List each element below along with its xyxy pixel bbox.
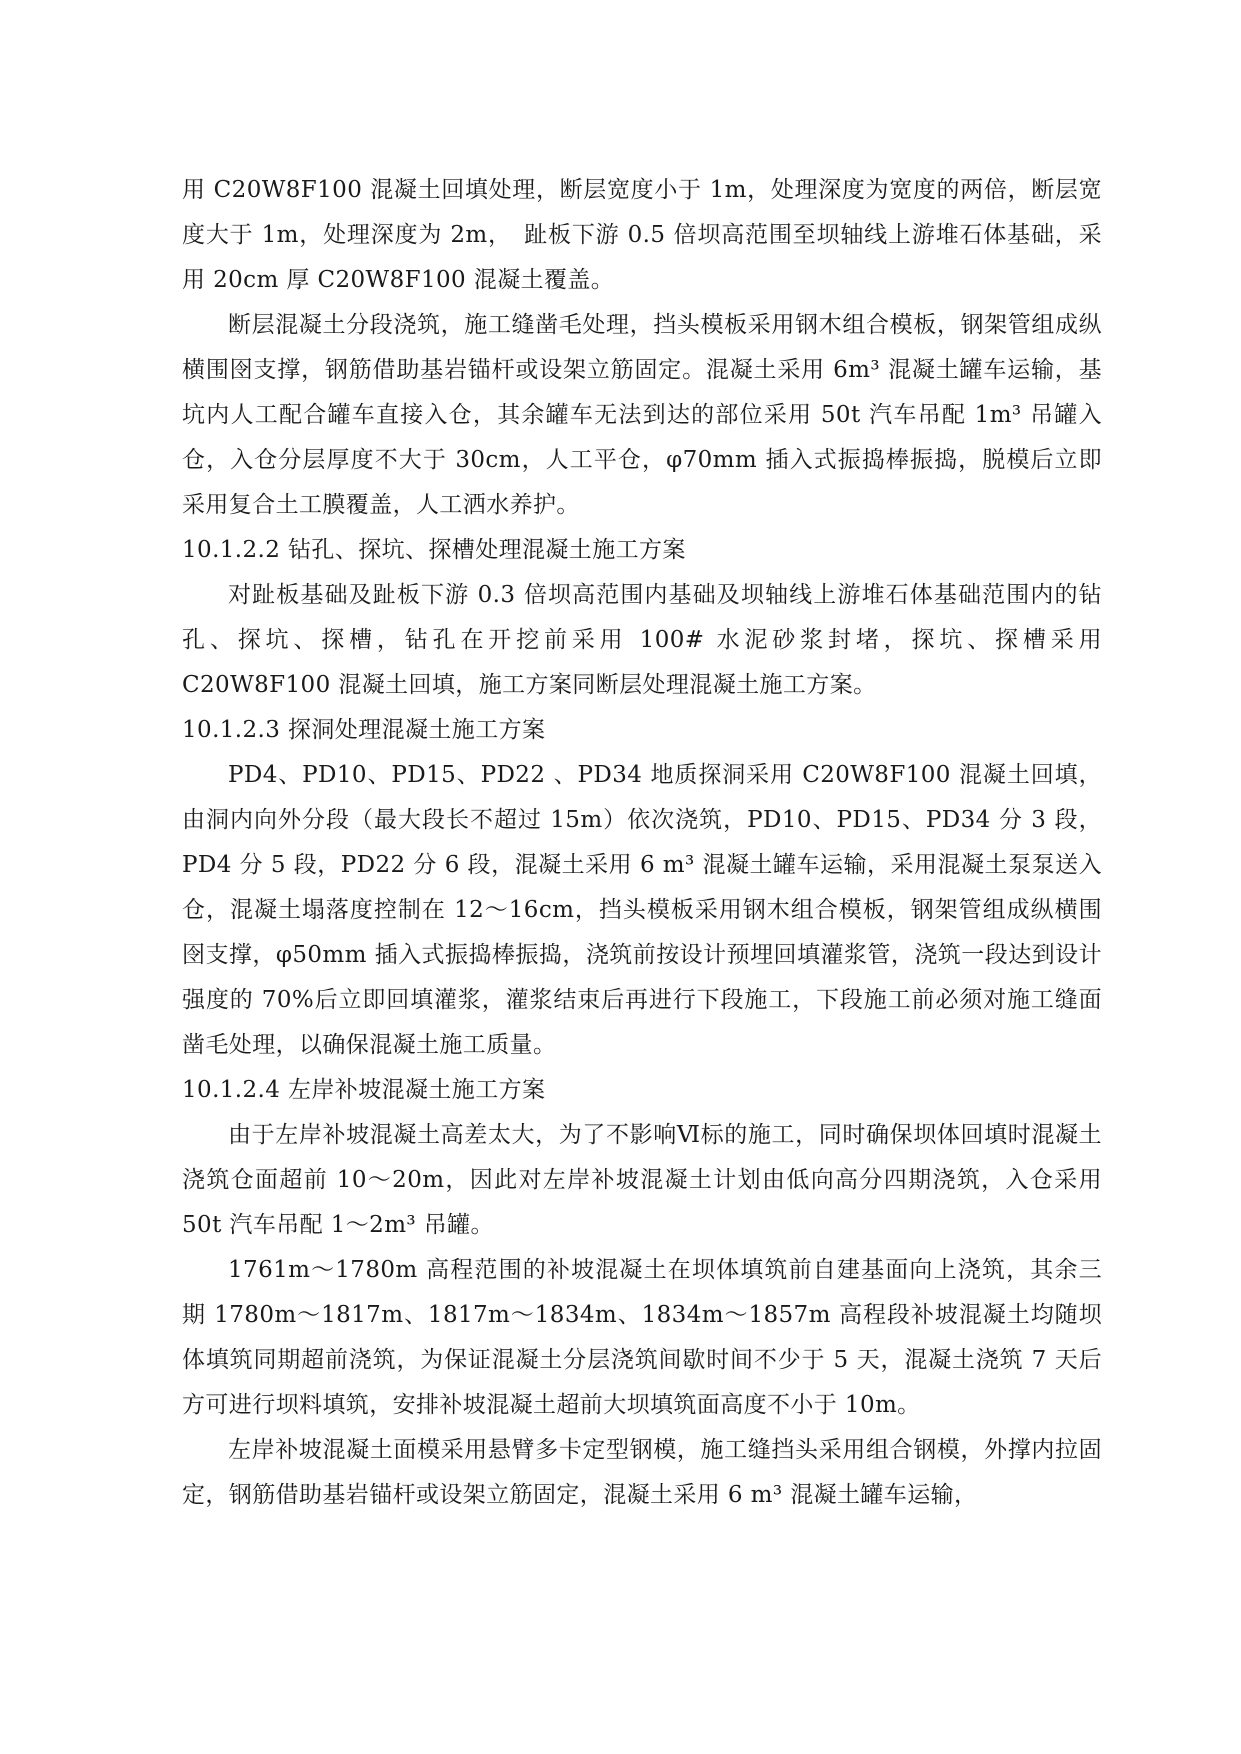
section-heading-10-1-2-2: 10.1.2.2 钻孔、探坑、探槽处理混凝土施工方案 — [182, 537, 686, 563]
paragraph-fault-concrete-pouring: 断层混凝土分段浇筑，施工缝凿毛处理，挡头模板采用钢木组合模板，钢架管组成纵横围囹支撑，钢筋借助基岩锚杆或设架立筋固定。混凝土采用 6m³ 混凝土罐车运输，基坑内人工配合罐车直接入仓，其余罐车无法到达的部位采用 50t 汽车吊配 1m³ 吊罐入仓，入仓分层厚度不大于 30cm，人工平仓，φ70mm 插入式振捣棒振捣，脱模后立即采用复合土工膜覆盖，人工洒水养护。 — [182, 312, 1102, 518]
paragraph-adit-treatment: PD4、PD10、PD15、PD22 、PD34 地质探洞采用 C20W8F100 混凝土回填，由洞内向外分段（最大段长不超过 15m）依次浇筑，PD10、PD15、PD34 分 3 段，PD4 分 5 段，PD22 分 6 段，混凝土采用 6 m³ 混凝土罐车运输，采用混凝土泵泵送入仓，混凝土塌落度控制在 12～16cm，挡头模板采用钢木组合模板，钢架管组成纵横围囹支撑，φ50mm 插入式振捣棒振捣，浇筑前按设计预埋回填灌浆管，浇筑一段达到设计强度的 70%后立即回填灌浆，灌浆结束后再进行下段施工，下段施工前必须对施工缝面凿毛处理，以确保混凝土施工质量。 — [182, 762, 1102, 1058]
section-heading-10-1-2-3: 10.1.2.3 探洞处理混凝土施工方案 — [182, 717, 546, 743]
paragraph-left-bank-elevations: 1761m～1780m 高程范围的补坡混凝土在坝体填筑前自建基面向上浇筑，其余三期 1780m～1817m、1817m～1834m、1834m～1857m 高程段补坡混凝土均随坝体填筑同期超前浇筑，为保证混凝土分层浇筑间歇时间不少于 5 天，混凝土浇筑 7 天后方可进行坝料填筑，安排补坡混凝土超前大坝填筑面高度不小于 10m。 — [182, 1257, 1102, 1418]
paragraph-left-bank-formwork: 左岸补坡混凝土面模采用悬臂多卡定型钢模，施工缝挡头采用组合钢模，外撑内拉固定，钢筋借助基岩锚杆或设架立筋固定，混凝土采用 6 m³ 混凝土罐车运输， — [182, 1437, 1102, 1508]
paragraph-drill-hole-treatment: 对趾板基础及趾板下游 0.3 倍坝高范围内基础及坝轴线上游堆石体基础范围内的钻孔、探坑、探槽，钻孔在开挖前采用 100# 水泥砂浆封堵，探坑、探槽采用 C20W8F100 混凝土回填，施工方案同断层处理混凝土施工方案。 — [182, 582, 1102, 698]
document-body — [182, 168, 1102, 1518]
paragraph-left-bank-phasing: 由于左岸补坡混凝土高差太大，为了不影响Ⅵ标的施工，同时确保坝体回填时混凝土浇筑仓面超前 10～20m，因此对左岸补坡混凝土计划由低向高分四期浇筑，入仓采用 50t 汽车吊配 1～2m³ 吊罐。 — [182, 1122, 1102, 1238]
section-heading-10-1-2-4: 10.1.2.4 左岸补坡混凝土施工方案 — [182, 1077, 546, 1103]
paragraph-fault-backfill-continued: 用 C20W8F100 混凝土回填处理，断层宽度小于 1m，处理深度为宽度的两倍，断层宽度大于 1m，处理深度为 2m， 趾板下游 0.5 倍坝高范围至坝轴线上游堆石体基础，采用 20cm 厚 C20W8F100 混凝土覆盖。 — [182, 177, 1102, 293]
